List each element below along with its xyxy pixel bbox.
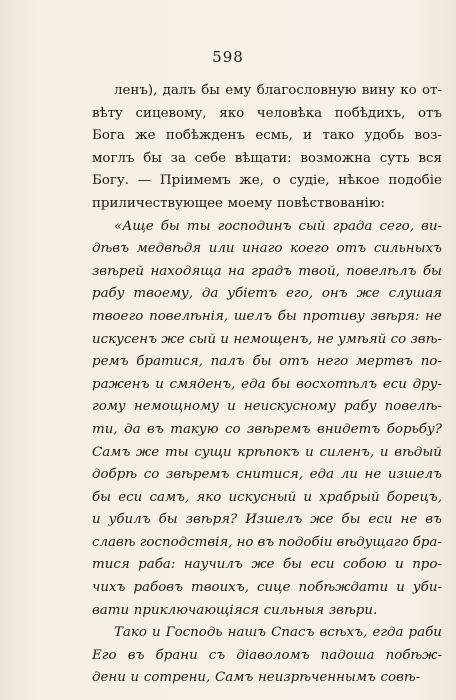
text-line: ленъ), далъ бы ему благословную вину ко от-	[114, 83, 442, 98]
text-line: вати приключающіяся сильныя звѣри.	[92, 602, 378, 618]
text-line: рабу твоему, да убіетъ его, онъ же слушая	[92, 286, 442, 302]
text-line: «Аще бы ты господинъ сый града сего, ви-	[114, 218, 442, 234]
text-line: славѣ господствія, но въ подобіи вѣдущаго бра-	[92, 534, 442, 550]
paragraph	[92, 80, 442, 216]
text-line: моглъ бы за себе вѣщати: возможна суть вся	[92, 150, 442, 166]
text-line: тися раба: научилъ же бы еси собою и про-	[92, 557, 442, 573]
text-line: приличествующее моему повѣствованію:	[92, 195, 386, 211]
text-line: и убилъ бы звѣря? Изшелъ же бы еси не въ	[92, 512, 442, 528]
text-line: ремъ братися, палъ бы отъ него мертвъ по-	[92, 354, 442, 370]
text-line: Богу. — Пріимемъ же, о судіе, нѣкое подобіе	[92, 173, 442, 189]
text-line: Бога же побѣжденъ есмь, и тако удобь воз-	[92, 128, 442, 144]
paragraph	[92, 622, 442, 690]
text-line: бы еси самъ, яко искусный и храбрый борецъ,	[92, 489, 442, 505]
text-line: звѣрей находяща на градъ твой, повелѣлъ бы	[92, 263, 442, 279]
text-line: Самъ же ты сущи крѣпокъ и силенъ, и вѣдый	[92, 444, 442, 460]
page-text	[92, 80, 442, 690]
text-line: Его въ брани съ діаволомъ падоша побѣж-	[92, 647, 442, 663]
text-line: раженъ и смяденъ, еда бы восхотѣлъ еси дру-	[92, 376, 442, 392]
text-line: твоего повелѣнія, шелъ бы противу звѣря: не	[92, 308, 442, 324]
text-line: добрѣ со звѣремъ снитися, еда ли не изшелъ	[92, 467, 442, 483]
text-line: дѣвъ медвѣдя или инаго коего отъ сильныхъ	[92, 241, 442, 257]
text-line: дени и сотрени, Самъ неизрѣченнымъ совѣ-	[92, 670, 421, 686]
text-line: ти, да въ такую со звѣремъ внидетъ борьбу?	[92, 421, 442, 437]
text-line: искусенъ же сый и немощенъ, не умѣяй со звѣ-	[92, 331, 442, 347]
paragraph	[92, 216, 442, 623]
text-line: Тако и Господь нашъ Спасъ всѣхъ, егда раби	[114, 625, 442, 641]
page-number: 598	[212, 48, 244, 66]
text-line: чихъ рабовъ твоихъ, сице побѣждати и уби-	[92, 580, 442, 596]
text-line: вѣту сицевому, яко человѣка побѣдихъ, отъ	[92, 105, 442, 121]
text-line: гому немощному и неискусному рабу повелѣ-	[92, 399, 442, 415]
